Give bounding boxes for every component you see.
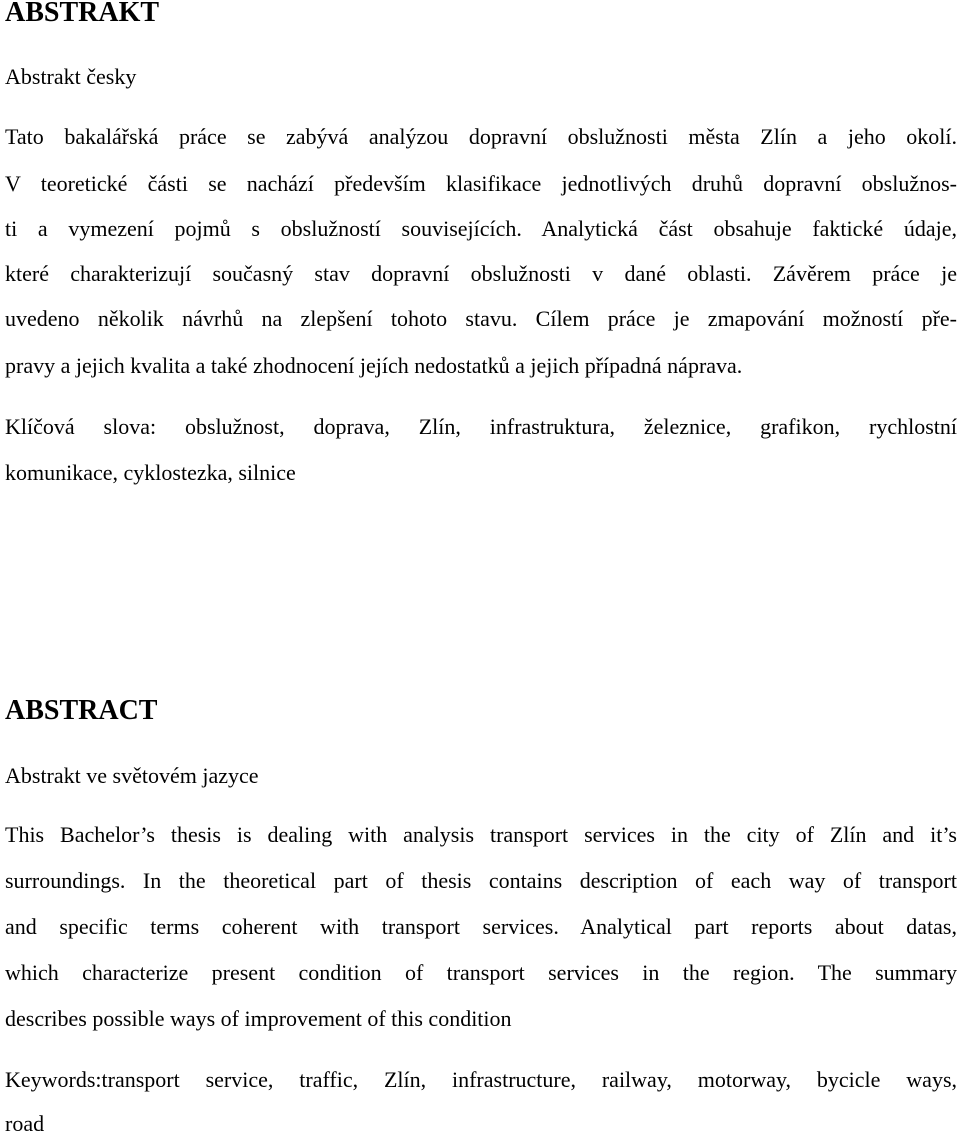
czech-abstract-line-1: Tato bakalářská práce se zabývá analýzou dopravní obslužnosti města Zlín a jeho okolí. (5, 124, 957, 149)
english-keywords-line-2: road (5, 1111, 45, 1136)
czech-abstract-line-4: které charakterizují současný stav dopravní obslužnosti v dané oblasti. Závěrem práce je (5, 261, 957, 286)
english-abstract-line-4: which characterize present condition of transport services in the region. The summary (5, 960, 957, 985)
english-abstract-line-5: describes possible ways of improvement of this condition (5, 1006, 512, 1031)
czech-abstract-line-6: pravy a jejich kvalita a také zhodnocení jejích nedostatků a jejich případná náprava. (5, 353, 743, 378)
english-abstract-subheading: Abstrakt ve světovém jazyce (5, 763, 259, 788)
english-keywords-line-1: Keywords:transport service, traffic, Zlín, infrastructure, railway, motorway, bycicle ways, (5, 1067, 957, 1092)
english-abstract-line-3: and specific terms coherent with transport services. Analytical part reports about datas, (5, 914, 957, 939)
czech-abstract-line-3: ti a vymezení pojmů s obslužností souvisejících. Analytická část obsahuje faktické údaje, (5, 216, 957, 241)
czech-abstract-line-2: V teoretické části se nachází především klasifikace jednotlivých druhů dopravní obslužnos- (5, 171, 957, 196)
czech-keywords-line-1: Klíčová slova: obslužnost, doprava, Zlín, infrastruktura, železnice, grafikon, rychlostní (5, 414, 957, 439)
english-abstract-heading: ABSTRACT (5, 695, 158, 726)
czech-abstract-line-5: uvedeno několik návrhů na zlepšení tohoto stavu. Cílem práce je zmapování možností pře- (5, 306, 957, 331)
english-abstract-line-1: This Bachelor’s thesis is dealing with analysis transport services in the city of Zlín and it’s (5, 822, 957, 847)
czech-keywords-line-2: komunikace, cyklostezka, silnice (5, 460, 296, 485)
english-abstract-line-2: surroundings. In the theoretical part of thesis contains description of each way of transport (5, 868, 957, 893)
czech-abstract-heading: ABSTRAKT (5, 0, 160, 28)
czech-abstract-subheading: Abstrakt česky (5, 64, 137, 89)
